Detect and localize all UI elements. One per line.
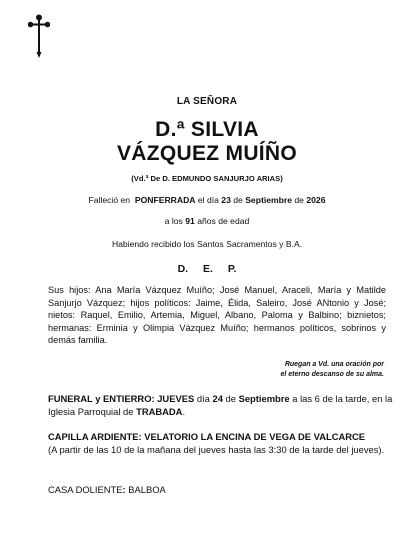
lady-title: LA SEÑORA — [176, 96, 238, 107]
name-line-2: VÁZQUEZ MUÍÑO — [116, 142, 298, 165]
funeral-church: TRABADA — [136, 405, 183, 417]
deceased-name — [0, 118, 414, 166]
capilla-detail: (A partir de las 10 de la mañana del jueves hasta las 3:30 de la tarde del jueves). — [48, 443, 385, 455]
death-line: Falleció en PONFERRADA el día 23 de Septiembre de 2026 — [88, 195, 326, 205]
family-paragraph: Sus hijos: Ana María Vázquez Muíño; José Manuel, Araceli, María y Matilde Sanjurjo Vázquez; hijos políticos: Jaime, Élida, Saleiro, José ANtonio y José; nietos: Raquel, Emilio, Artemia, Miguel, Albano, Paloma y Balbino; biznietos; hermanas: Erminia y Olimpia Vázquez Muíño; hermanos políticos, sobrinos y demás familia. — [48, 285, 386, 346]
casa-doliente: CASA DOLIENTE: BALBOA — [48, 484, 166, 495]
death-year: 2026 — [306, 195, 326, 205]
dep-abbrev: D. E. P. — [177, 263, 237, 275]
casa-label: CASA DOLIENTE — [48, 484, 123, 495]
funeral-month: Septiembre — [238, 393, 290, 404]
funeral-day: 24 — [212, 393, 223, 404]
sacraments-line: Habiendo recibido los Santos Sacramentos y B.A. — [111, 239, 303, 249]
cross-icon — [28, 14, 50, 58]
name-line-1: D.ª SILVIA — [155, 118, 259, 141]
age-years: 91 — [185, 216, 195, 226]
widow-note: (Vd.ª De D. EDMUNDO SANJURJO ARIAS) — [131, 174, 283, 183]
funeral-info: FUNERAL y ENTIERRO: JUEVES día 24 de Septiembre a las 6 de la tarde, en la Iglesia Parroquial de TRABADA. — [48, 393, 393, 417]
death-place: PONFERRADA — [134, 195, 196, 205]
capilla-place: VELATORIO LA ENCINA DE VEGA DE VALCARCE — [144, 431, 366, 442]
age-line: a los 91 años de edad — [164, 216, 250, 226]
funeral-label: FUNERAL y ENTIERRO: JUEVES — [48, 393, 195, 404]
death-month: Septiembre — [245, 195, 293, 205]
casa-value: BALBOA — [128, 484, 166, 495]
prayer-note: Ruegan a Vd. una oración por el eterno descanso de su alma. — [280, 361, 384, 378]
capilla-label: CAPILLA ARDIENTE — [48, 431, 139, 442]
capilla-info: CAPILLA ARDIENTE: VELATORIO LA ENCINA DE VEGA DE VALCARCE (A partir de las 10 de la mañana del jueves hasta las 3:30 de la tarde del jueves). — [48, 431, 393, 457]
death-day: 23 — [221, 195, 231, 205]
